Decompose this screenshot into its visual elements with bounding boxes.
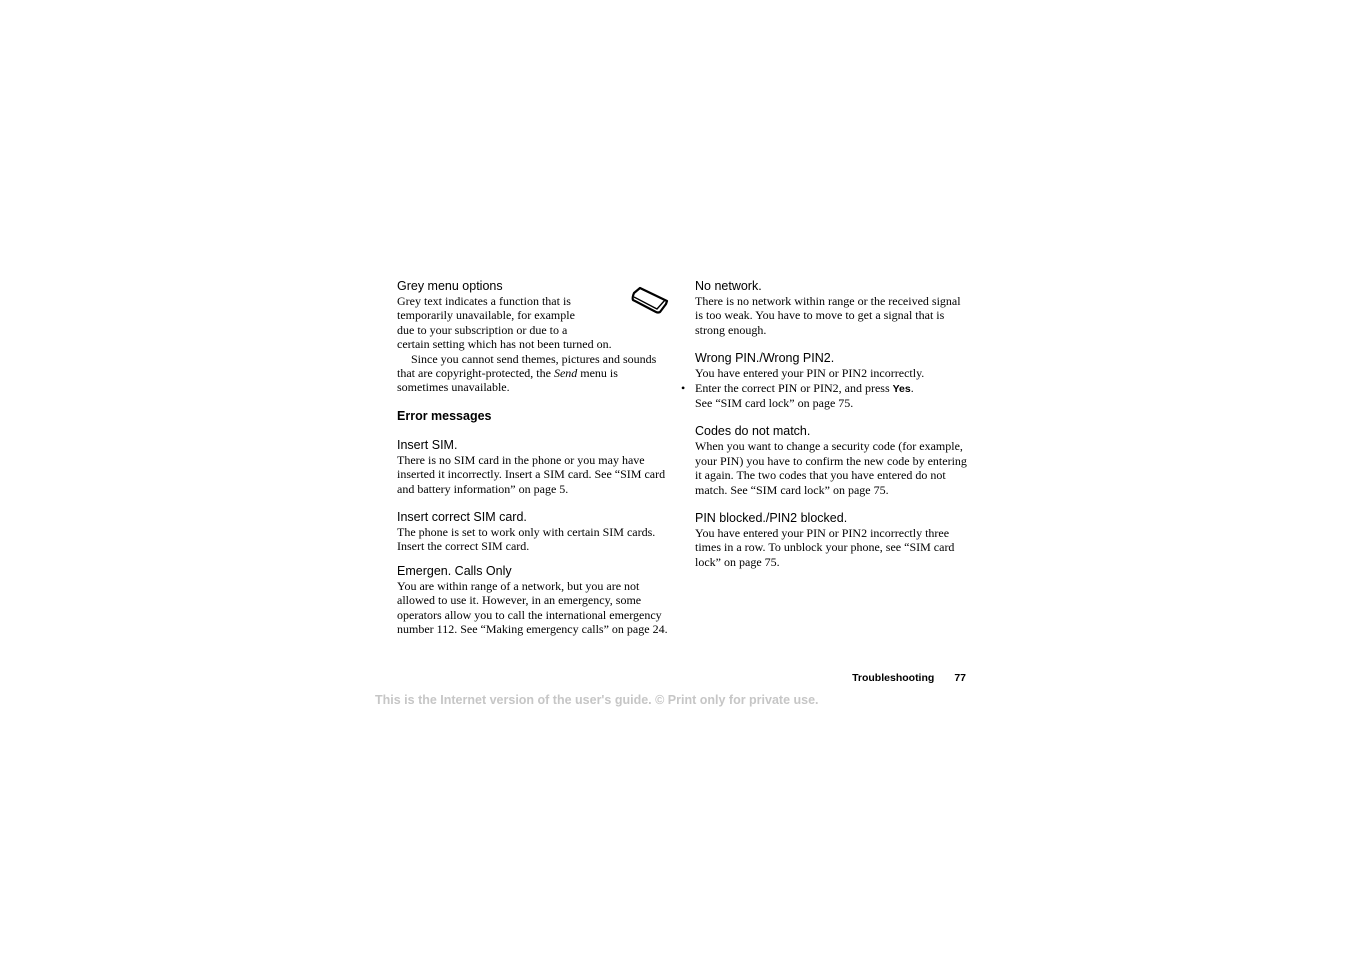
- grey-menu-paragraph-1: [397, 294, 669, 352]
- wrong-pin-body: You have entered your PIN or PIN2 incorrectly.: [695, 366, 925, 381]
- insert-correct-sim-heading: Insert correct SIM card.: [397, 510, 527, 525]
- grey-menu-paragraph-2: [397, 352, 669, 395]
- insert-sim-body: There is no SIM card in the phone or you may have inserted it incorrectly. Insert a SIM card. See “SIM card and battery information” on page 5.: [397, 452, 666, 496]
- grey-menu-line-2: temporarily unavailable, for example: [397, 308, 575, 323]
- no-network-heading: No network.: [695, 279, 762, 293]
- page-footer: [700, 672, 966, 684]
- left-column: [397, 279, 669, 637]
- internet-version-disclaimer: This is the Internet version of the user's guide. © Print only for private use.: [375, 693, 819, 707]
- wrong-pin-bullet: [681, 380, 967, 396]
- no-network-body: There is no network within range or the received signal is too weak. You have to move to get a signal that is strong enough.: [695, 294, 961, 337]
- right-column: [681, 279, 967, 569]
- grey-menu-heading: Grey menu options: [397, 279, 503, 293]
- wrong-pin-bullet-post: .: [910, 380, 914, 395]
- codes-do-not-match-body: When you want to change a security code (for example, your PIN) you have to confirm the new code by entering it again. The two codes that you have entered do not match. See “SIM card lock” on page 75.: [695, 439, 967, 497]
- footer-section-title: Troubleshooting: [852, 672, 935, 684]
- wrong-pin-see-reference: See “SIM card lock” on page 75.: [695, 396, 854, 411]
- page-number: 77: [954, 672, 966, 684]
- error-messages-heading: Error messages: [397, 408, 492, 423]
- grey-menu-p2-pre: Since you cannot send themes, pictures and sounds that are copyright-protected, the: [397, 351, 657, 381]
- bullet-symbol: •: [681, 380, 686, 395]
- insert-sim-heading: Insert SIM.: [397, 437, 458, 452]
- grey-menu-line-4: certain setting which has not been turned on.: [397, 337, 612, 352]
- pin-blocked-heading: PIN blocked./PIN2 blocked.: [695, 511, 848, 526]
- grey-menu-line-3: due to your subscription or due to a: [397, 322, 568, 337]
- emergen-calls-heading: Emergen. Calls Only: [397, 563, 512, 578]
- yes-key-label: Yes: [892, 382, 911, 395]
- grey-menu-p2-post: menu is sometimes unavailable.: [397, 366, 618, 395]
- codes-do-not-match-heading: Codes do not match.: [695, 424, 811, 439]
- grey-menu-line-1: Grey text indicates a function that is: [397, 294, 571, 308]
- pin-blocked-body: You have entered your PIN or PIN2 incorrectly three times in a row. To unblock your phone, see “SIM card lock” on page 75.: [695, 526, 955, 569]
- send-menu-term: Send: [553, 366, 578, 381]
- emergen-calls-body: You are within range of a network, but you are not allowed to use it. However, in an emergency, some operators allow you to call the international emergency number 112. See “Making emergency calls” on page 24.: [397, 578, 668, 637]
- wrong-pin-bullet-pre: Enter the correct PIN or PIN2, and press: [695, 380, 893, 395]
- insert-correct-sim-body: The phone is set to work only with certain SIM cards. Insert the correct SIM card.: [397, 525, 656, 554]
- wrong-pin-heading: Wrong PIN./Wrong PIN2.: [695, 351, 835, 366]
- phone-icon: [631, 286, 669, 316]
